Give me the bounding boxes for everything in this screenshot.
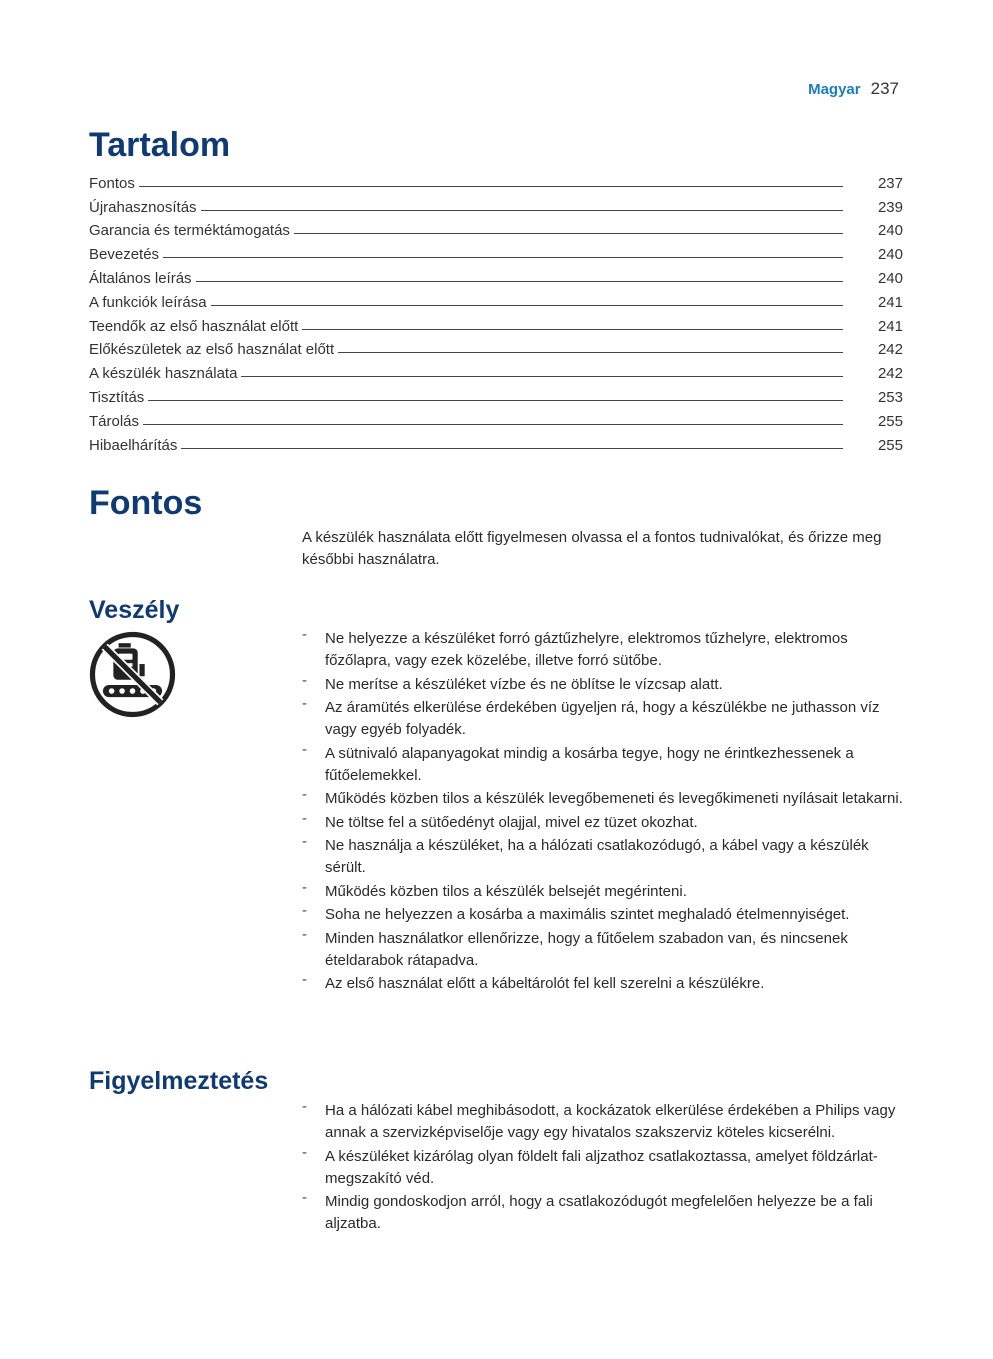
toc-leader-line: [211, 305, 843, 306]
toc-entry[interactable]: [89, 216, 903, 240]
toc-leader-line: [143, 424, 843, 425]
toc-entry[interactable]: [89, 263, 903, 287]
toc-entry-page: 255: [877, 436, 903, 454]
toc-entry-page: 241: [877, 317, 903, 335]
list-item: - Minden használatkor ellenőrizze, hogy a fűtőelem szabadon van, és nincsenek ételdarabok rátapadva.: [302, 928, 904, 972]
list-item: - Működés közben tilos a készülék belsejét megérinteni.: [302, 881, 904, 903]
toc-leader-line: [163, 257, 843, 258]
toc-leader-line: [302, 329, 843, 330]
toc-entry-page: 240: [877, 269, 903, 287]
toc-entry-label: Hibaelhárítás: [89, 436, 178, 454]
list-item: - A sütnivaló alapanyagokat mindig a kosárba tegye, hogy ne érintkezhessenek a fűtőelemekkel.: [302, 743, 904, 787]
toc-leader-line: [139, 186, 843, 187]
toc-entry[interactable]: [89, 382, 903, 406]
toc-entry-page: 241: [877, 293, 903, 311]
toc-entry[interactable]: [89, 335, 903, 359]
toc-entry-page: 237: [877, 174, 903, 192]
figyelmeztetes-heading: Figyelmeztetés: [89, 1067, 269, 1095]
toc-entry-label: A funkciók leírása: [89, 293, 207, 311]
toc-leader-line: [181, 448, 843, 449]
toc-entry[interactable]: [89, 358, 903, 382]
toc-entry-page: 255: [877, 412, 903, 430]
page-header: [808, 79, 899, 99]
toc-entry-label: Újrahasznosítás: [89, 198, 197, 216]
fontos-heading: Fontos: [89, 484, 203, 522]
toc-leader-line: [196, 281, 843, 282]
list-item: - Soha ne helyezzen a kosárba a maximális szintet meghaladó ételmennyiséget.: [302, 904, 904, 926]
list-item: - Mindig gondoskodjon arról, hogy a csatlakozódugót megfelelően helyezze be a fali aljzatba.: [302, 1191, 904, 1235]
table-of-contents: [89, 168, 903, 454]
page-number: 237: [870, 79, 899, 98]
toc-leader-line: [338, 352, 843, 353]
veszely-heading: Veszély: [89, 596, 180, 624]
toc-entry[interactable]: [89, 239, 903, 263]
toc-title: Tartalom: [89, 126, 231, 164]
toc-entry-label: Fontos: [89, 174, 135, 192]
list-item: - Az első használat előtt a kábeltárolót fel kell szerelni a készülékre.: [302, 973, 904, 995]
list-item: - Ne merítse a készüléket vízbe és ne öblítse le vízcsap alatt.: [302, 674, 904, 696]
figyelmeztetes-list: [302, 1100, 904, 1237]
toc-entry-page: 239: [877, 198, 903, 216]
toc-entry[interactable]: [89, 168, 903, 192]
toc-entry-label: Bevezetés: [89, 246, 160, 264]
list-item: - Az áramütés elkerülése érdekében ügyeljen rá, hogy a készülékbe ne juthasson víz vagy egyéb folyadék.: [302, 697, 904, 741]
toc-entry-label: Tárolás: [89, 412, 140, 430]
toc-entry-page: 242: [877, 341, 903, 359]
toc-entry-label: Teendők az első használat előtt: [89, 317, 299, 335]
toc-entry-page: 253: [877, 388, 903, 406]
toc-entry-label: Tisztítás: [89, 388, 145, 406]
toc-entry[interactable]: [89, 287, 903, 311]
fontos-intro: A készülék használata előtt figyelmesen olvassa el a fontos tudnivalókat, és őrizze meg későbbi használatra.: [302, 529, 882, 568]
toc-leader-line: [294, 233, 843, 234]
list-item: - Működés közben tilos a készülék levegőbemeneti és levegőkimeneti nyílásait letakarni.: [302, 788, 904, 810]
list-item: - Ne használja a készüléket, ha a hálózati csatlakozódugó, a kábel vagy a készülék sérült.: [302, 835, 904, 879]
list-item: - Ne töltse fel a sütőedényt olajjal, mivel ez tüzet okozhat.: [302, 812, 904, 834]
list-item: - Ne helyezze a készüléket forró gáztűzhelyre, elektromos tűzhelyre, elektromos főzőlapra, vagy ezek közelébe, illetve forró sütőbe.: [302, 628, 904, 672]
toc-entry-page: 240: [877, 222, 903, 240]
toc-entry-page: 240: [877, 246, 903, 264]
toc-entry[interactable]: [89, 192, 903, 216]
list-item: - Ha a hálózati kábel meghibásodott, a kockázatok elkerülése érdekében a Philips vagy annak a szervizképviselője vagy egy hivatalos szakszerviz köteles kicserélni.: [302, 1100, 904, 1144]
language-label: Magyar: [808, 81, 861, 98]
no-immerse-appliance-icon: [89, 631, 176, 718]
toc-entry-page: 242: [877, 365, 903, 383]
toc-entry[interactable]: [89, 311, 903, 335]
toc-leader-line: [241, 376, 843, 377]
toc-entry-label: Általános leírás: [89, 269, 192, 287]
toc-entry[interactable]: [89, 430, 903, 454]
toc-entry-label: Garancia és terméktámogatás: [89, 222, 290, 240]
toc-entry-label: A készülék használata: [89, 365, 238, 383]
toc-leader-line: [201, 210, 843, 211]
list-item: - A készüléket kizárólag olyan földelt fali aljzathoz csatlakoztassa, amelyet földzárlat-megszakító véd.: [302, 1146, 904, 1190]
toc-entry-label: Előkészületek az első használat előtt: [89, 341, 335, 359]
toc-entry[interactable]: [89, 406, 903, 430]
veszely-list: [302, 628, 904, 997]
toc-leader-line: [148, 400, 843, 401]
